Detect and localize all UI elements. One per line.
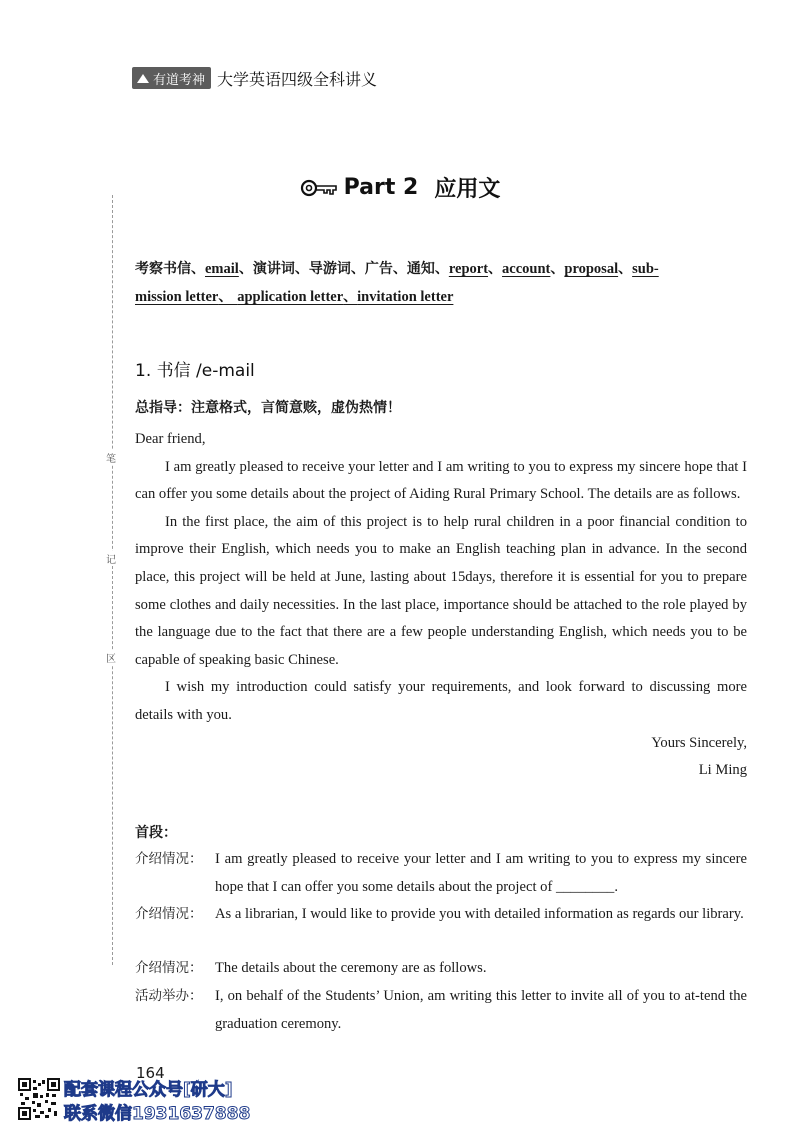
section-guide: 总指导：注意格式，言简意赅，虚伪热情！ bbox=[135, 400, 401, 416]
watermark-line-2: 联系微信1931637888 bbox=[64, 1104, 251, 1124]
example-item-4 bbox=[135, 983, 747, 1038]
example-label: 活动举办： bbox=[135, 988, 203, 1004]
margin-divider bbox=[112, 195, 113, 965]
letter-salutation: Dear friend, bbox=[135, 431, 206, 447]
part-label: Part 2 bbox=[343, 175, 419, 200]
margin-note-2: 记 bbox=[103, 551, 119, 566]
brand-logo bbox=[132, 67, 211, 89]
page-header bbox=[132, 65, 377, 91]
example-text: The details about the ceremony are as follows. bbox=[215, 960, 487, 976]
part-name: 应用文 bbox=[434, 177, 501, 202]
margin-note-3: 区 bbox=[103, 650, 119, 665]
sample-letter bbox=[135, 426, 747, 785]
logo-text: 有道考神 bbox=[153, 72, 206, 88]
part-title bbox=[0, 172, 800, 203]
page-number: 164 bbox=[136, 1064, 165, 1082]
example-item-3 bbox=[135, 955, 747, 983]
key-icon bbox=[300, 178, 338, 198]
lamp-icon bbox=[136, 72, 150, 84]
example-label: 介绍情况： bbox=[135, 906, 203, 922]
example-text: As a librarian, I would like to provide you with detailed information as regards our library. bbox=[215, 906, 744, 922]
letter-paragraph-2: In the first place, the aim of this project is to help rural children in a poor financial condition to improve their English, which needs you to make an English teaching plan in advance. In the second place, this project will be held at June, lasting about 15days, therefore it is essential for you to prepare some clothes and daily necessities. In the last place, importance should be attached to the role played by the language due to the fact that there are a few people understanding English, which needs you to be capable of speaking basic Chinese. bbox=[135, 513, 747, 668]
margin-note-1: 笔 bbox=[103, 450, 119, 465]
letter-paragraph-3: I wish my introduction could satisfy your requirements, and look forward to discussing more details with you. bbox=[135, 679, 747, 723]
letter-paragraph-1: I am greatly pleased to receive your letter and I am writing to you to express my sincere hope that I can offer you some details about the project of Aiding Rural Primary School. The details are as follows. bbox=[135, 458, 747, 503]
example-item-2 bbox=[135, 901, 747, 929]
letter-signature: Li Ming bbox=[698, 762, 747, 779]
example-item-1 bbox=[135, 846, 747, 901]
example-text: I, on behalf of the Students’ Union, am writing this letter to invite all of you to at-tend the graduation ceremony. bbox=[215, 988, 747, 1032]
example-label: 介绍情况： bbox=[135, 960, 203, 976]
intro-text: 考察书信、email、演讲词、导游词、广告、通知、report、account、proposal、sub- mission letter、 application letter、invitation letter bbox=[135, 261, 659, 305]
example-label: 介绍情况： bbox=[135, 851, 203, 867]
letter-closing: Yours Sincerely, bbox=[651, 734, 747, 751]
header-title: 大学英语四级全科讲义 bbox=[217, 69, 378, 89]
first-paragraph-heading: 首段： bbox=[135, 825, 177, 841]
watermark-line-1: 配套课程公众号[研大] bbox=[64, 1080, 233, 1100]
qr-code-icon bbox=[18, 1078, 60, 1120]
example-text: I am greatly pleased to receive your letter and I am writing to you to express my sincere hope that I can offer you some details about the project of ________. bbox=[215, 851, 747, 895]
section-title: 1. 书信 /e-mail bbox=[135, 361, 255, 381]
